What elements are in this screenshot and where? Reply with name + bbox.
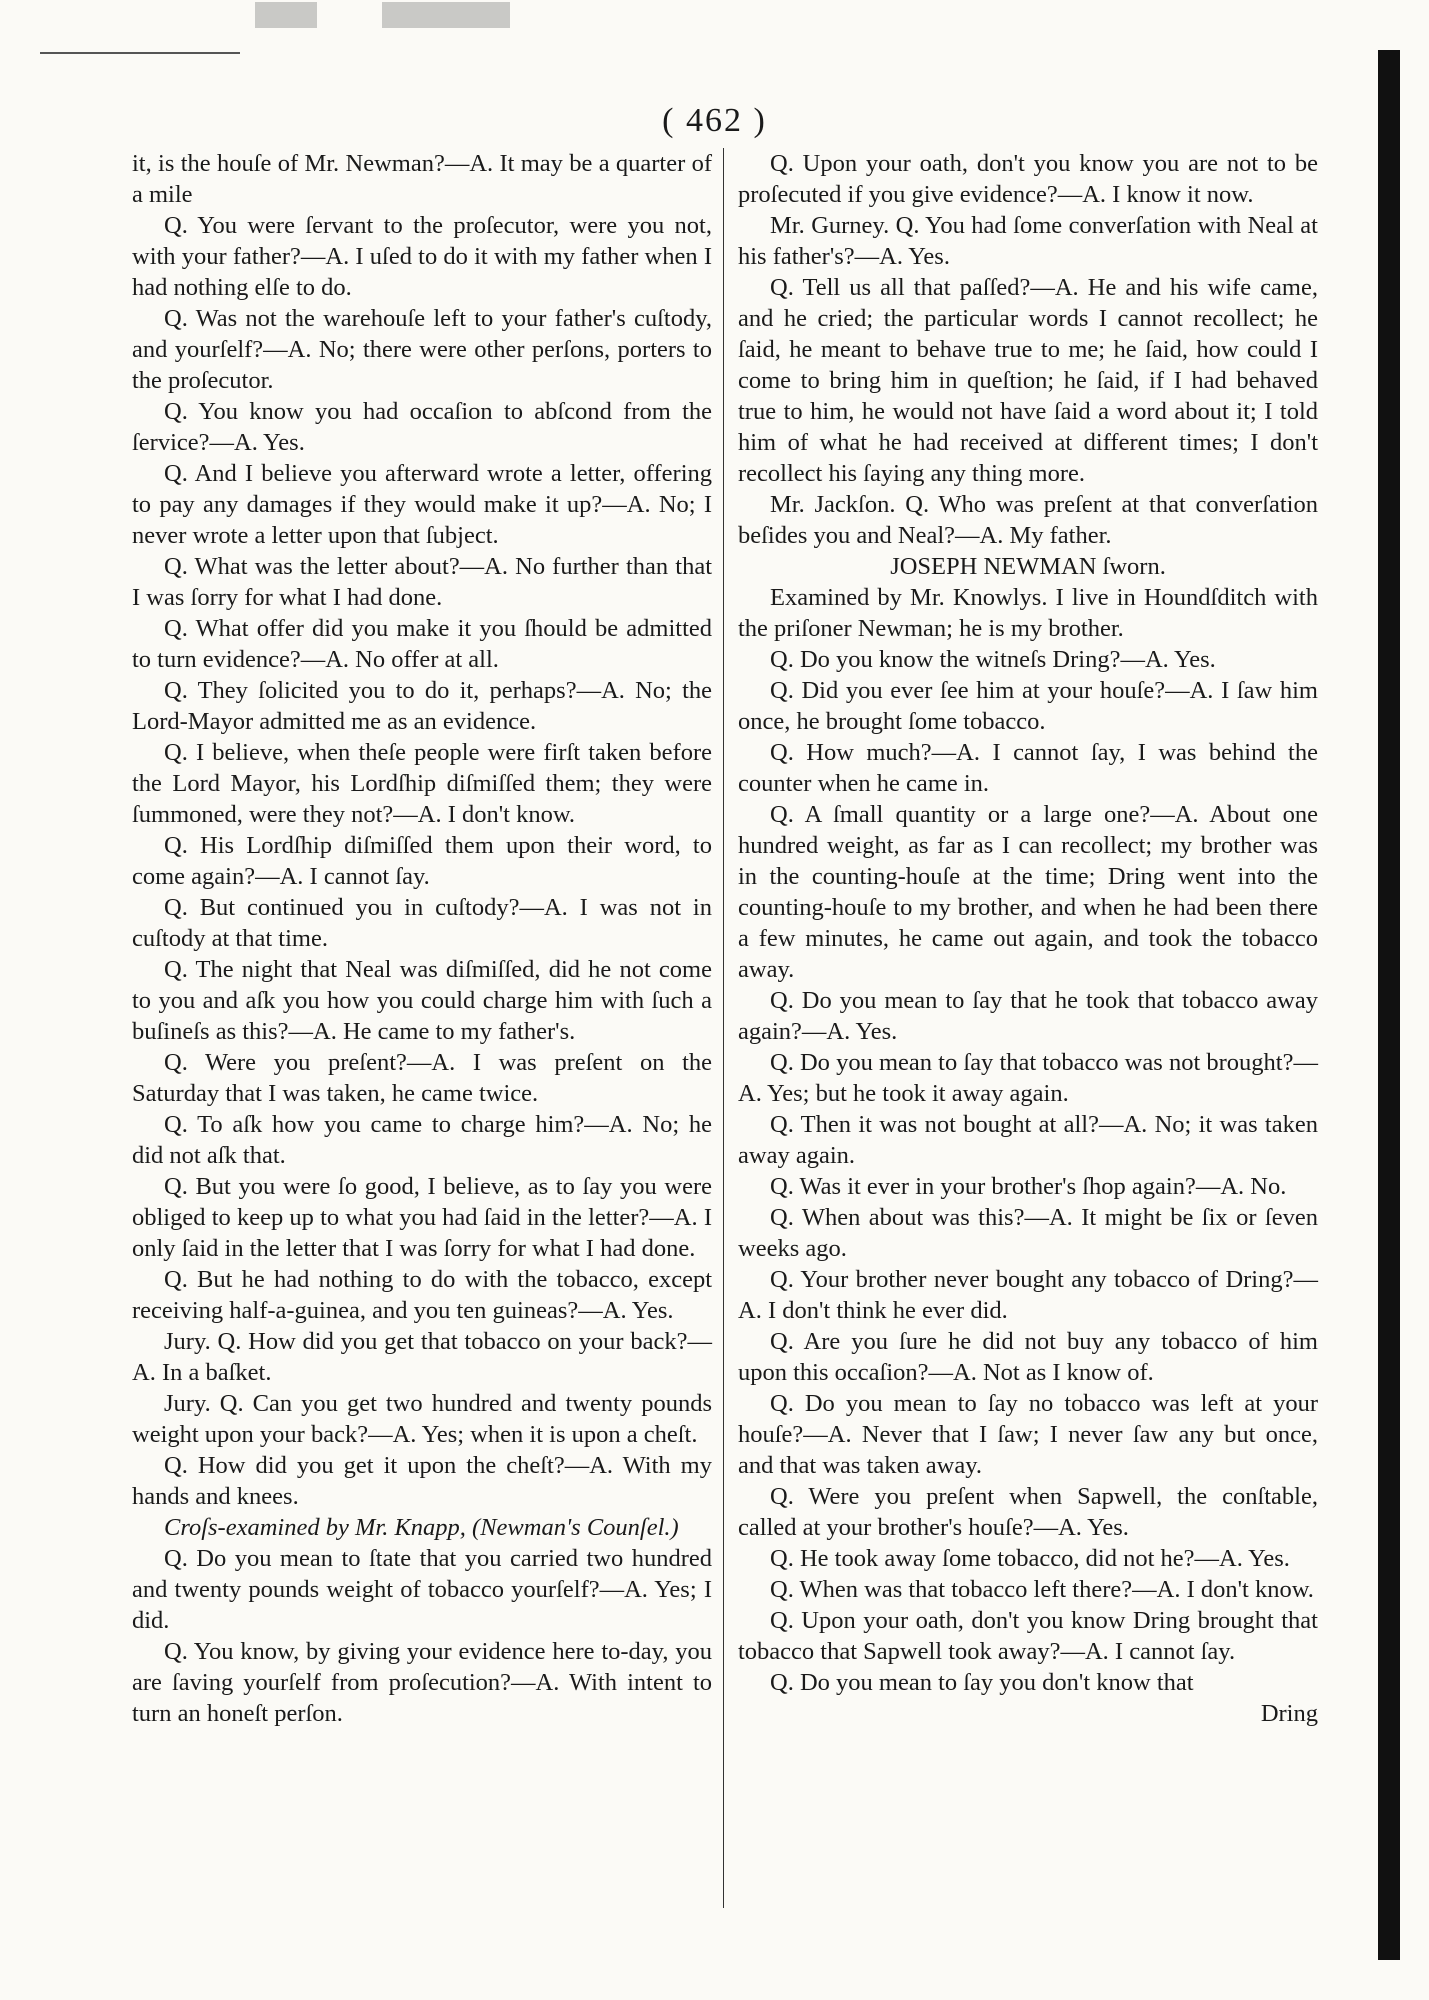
paragraph: Jury. Q. How did you get that tobacco on your back?—A. In a baſket.	[132, 1328, 712, 1386]
paragraph: Q. What was the letter about?—A. No further than that I was ſorry for what I had done.	[132, 553, 712, 611]
paragraph: Q. Then it was not bought at all?—A. No; it was taken away again.	[738, 1111, 1318, 1169]
paragraph: Mr. Gurney. Q. You had ſome converſation with Neal at his father's?—A. Yes.	[738, 212, 1318, 270]
paragraph: Q. Tell us all that paſſed?—A. He and his wife came, and he cried; the particular words I cannot recollect; he ſaid, he meant to behave true to me; he ſaid, how could I come to bring him in queſtion; he ſaid, if I had behaved true to him, he would not have ſaid a word about it; I told him of what he had received at different times; I don't recollect his ſaying any thing more.	[738, 274, 1318, 487]
paragraph: Q. You know you had occaſion to abſcond from the ſervice?—A. Yes.	[132, 398, 712, 456]
paragraph: Q. But he had nothing to do with the tobacco, except receiving half-a-guinea, and you ten guineas?—A. Yes.	[132, 1266, 712, 1324]
paragraph: Q. Did you ever ſee him at your houſe?—A. I ſaw him once, he brought ſome tobacco.	[738, 677, 1318, 735]
left-column	[132, 148, 712, 1729]
section-heading: Croſs-examined by Mr. Knapp, (Newman's Counſel.)	[164, 1514, 679, 1541]
paragraph: Q. The night that Neal was diſmiſſed, did he not come to you and aſk you how you could charge him with ſuch a buſineſs as this?—A. He came to my father's.	[132, 956, 712, 1045]
paragraph: Q. Do you know the witneſs Dring?—A. Yes.	[770, 646, 1216, 673]
paragraph: Q. They ſolicited you to do it, perhaps?—A. No; the Lord-Mayor admitted me as an evidence.	[132, 677, 712, 735]
paragraph: Q. I believe, when theſe people were firſt taken before the Lord Mayor, his Lordſhip diſmiſſed them; they were ſummoned, were they not?—A. I don't know.	[132, 739, 712, 828]
right-column	[738, 148, 1318, 1729]
paragraph: Q. Upon your oath, don't you know you are not to be proſecuted if you give evidence?—A. I know it now.	[738, 150, 1318, 208]
binding-spine	[1378, 50, 1400, 1960]
paragraph: Q. To aſk how you came to charge him?—A. No; he did not aſk that.	[132, 1111, 712, 1169]
paragraph: it, is the houſe of Mr. Newman?—A. It may be a quarter of a mile	[132, 150, 712, 208]
paragraph: Q. You know, by giving your evidence here to-day, you are ſaving yourſelf from proſecution?—A. With intent to turn an honeſt perſon.	[132, 1638, 712, 1727]
paragraph: Q. And I believe you afterward wrote a letter, offering to pay any damages if they would make it up?—A. No; I never wrote a letter upon that ſubject.	[132, 460, 712, 549]
paragraph: Q. Do you mean to ſay no tobacco was left at your houſe?—A. Never that I ſaw; I never ſaw any but once, and that was taken away.	[738, 1390, 1318, 1479]
paragraph: Examined by Mr. Knowlys. I live in Houndſditch with the priſoner Newman; he is my brother.	[738, 584, 1318, 642]
header-smudge	[255, 2, 317, 28]
paragraph: Q. Were you preſent?—A. I was preſent on the Saturday that I was taken, he came twice.	[132, 1049, 712, 1107]
paragraph: Q. When was that tobacco left there?—A. I don't know.	[770, 1576, 1314, 1603]
witness-heading: JOSEPH NEWMAN ſworn.	[890, 553, 1166, 580]
column-divider	[723, 148, 724, 1908]
page-number: ( 462 )	[662, 102, 767, 139]
paragraph: Mr. Jackſon. Q. Who was preſent at that converſation beſides you and Neal?—A. My father.	[738, 491, 1318, 549]
paragraph: Q. Do you mean to ſtate that you carried two hundred and twenty pounds weight of tobacco yourſelf?—A. Yes; I did.	[132, 1545, 712, 1634]
paragraph: Q. How did you get it upon the cheſt?—A. With my hands and knees.	[132, 1452, 712, 1510]
paragraph: Q. Upon your oath, don't you know Dring brought that tobacco that Sapwell took away?—A. I cannot ſay.	[738, 1607, 1318, 1665]
paragraph: Q. His Lordſhip diſmiſſed them upon their word, to come again?—A. I cannot ſay.	[132, 832, 712, 890]
paragraph: Q. Do you mean to ſay you don't know that	[770, 1669, 1194, 1696]
paragraph: Q. Are you ſure he did not buy any tobacco of him upon this occaſion?—A. Not as I know of.	[738, 1328, 1318, 1386]
paragraph: Q. A ſmall quantity or a large one?—A. About one hundred weight, as far as I can recollect; my brother was in the counting-houſe at the time; Dring went into the counting-houſe to my brother, and when he had been there a few minutes, he came out again, and took the tobacco away.	[738, 801, 1318, 983]
header-rule	[40, 52, 240, 54]
paragraph: Q. Do you mean to ſay that tobacco was not brought?—A. Yes; but he took it away again.	[738, 1049, 1318, 1107]
paragraph: Q. But continued you in cuſtody?—A. I was not in cuſtody at that time.	[132, 894, 712, 952]
paragraph: Q. Do you mean to ſay that he took that tobacco away again?—A. Yes.	[738, 987, 1318, 1045]
paragraph: Q. Were you preſent when Sapwell, the conſtable, called at your brother's houſe?—A. Yes.	[738, 1483, 1318, 1541]
header-smudge	[382, 2, 510, 28]
paragraph: Q. What offer did you make it you ſhould be admitted to turn evidence?—A. No offer at all.	[132, 615, 712, 673]
paragraph: Q. But you were ſo good, I believe, as to ſay you were obliged to keep up to what you had ſaid in the letter?—A. I only ſaid in the letter that I was ſorry for what I had done.	[132, 1173, 712, 1262]
paragraph: Q. How much?—A. I cannot ſay, I was behind the counter when he came in.	[738, 739, 1318, 797]
paragraph: Q. When about was this?—A. It might be ſix or ſeven weeks ago.	[738, 1204, 1318, 1262]
paragraph: Q. Was not the warehouſe left to your father's cuſtody, and yourſelf?—A. No; there were other perſons, porters to the proſecutor.	[132, 305, 712, 394]
paragraph: Jury. Q. Can you get two hundred and twenty pounds weight upon your back?—A. Yes; when it is upon a cheſt.	[132, 1390, 712, 1448]
paragraph: Q. Your brother never bought any tobacco of Dring?—A. I don't think he ever did.	[738, 1266, 1318, 1324]
paragraph: Q. Was it ever in your brother's ſhop again?—A. No.	[770, 1173, 1287, 1200]
catchword: Dring	[1260, 1700, 1318, 1727]
paragraph: Q. He took away ſome tobacco, did not he?—A. Yes.	[770, 1545, 1290, 1572]
paragraph: Q. You were ſervant to the proſecutor, were you not, with your father?—A. I uſed to do it with my father when I had nothing elſe to do.	[132, 212, 712, 301]
